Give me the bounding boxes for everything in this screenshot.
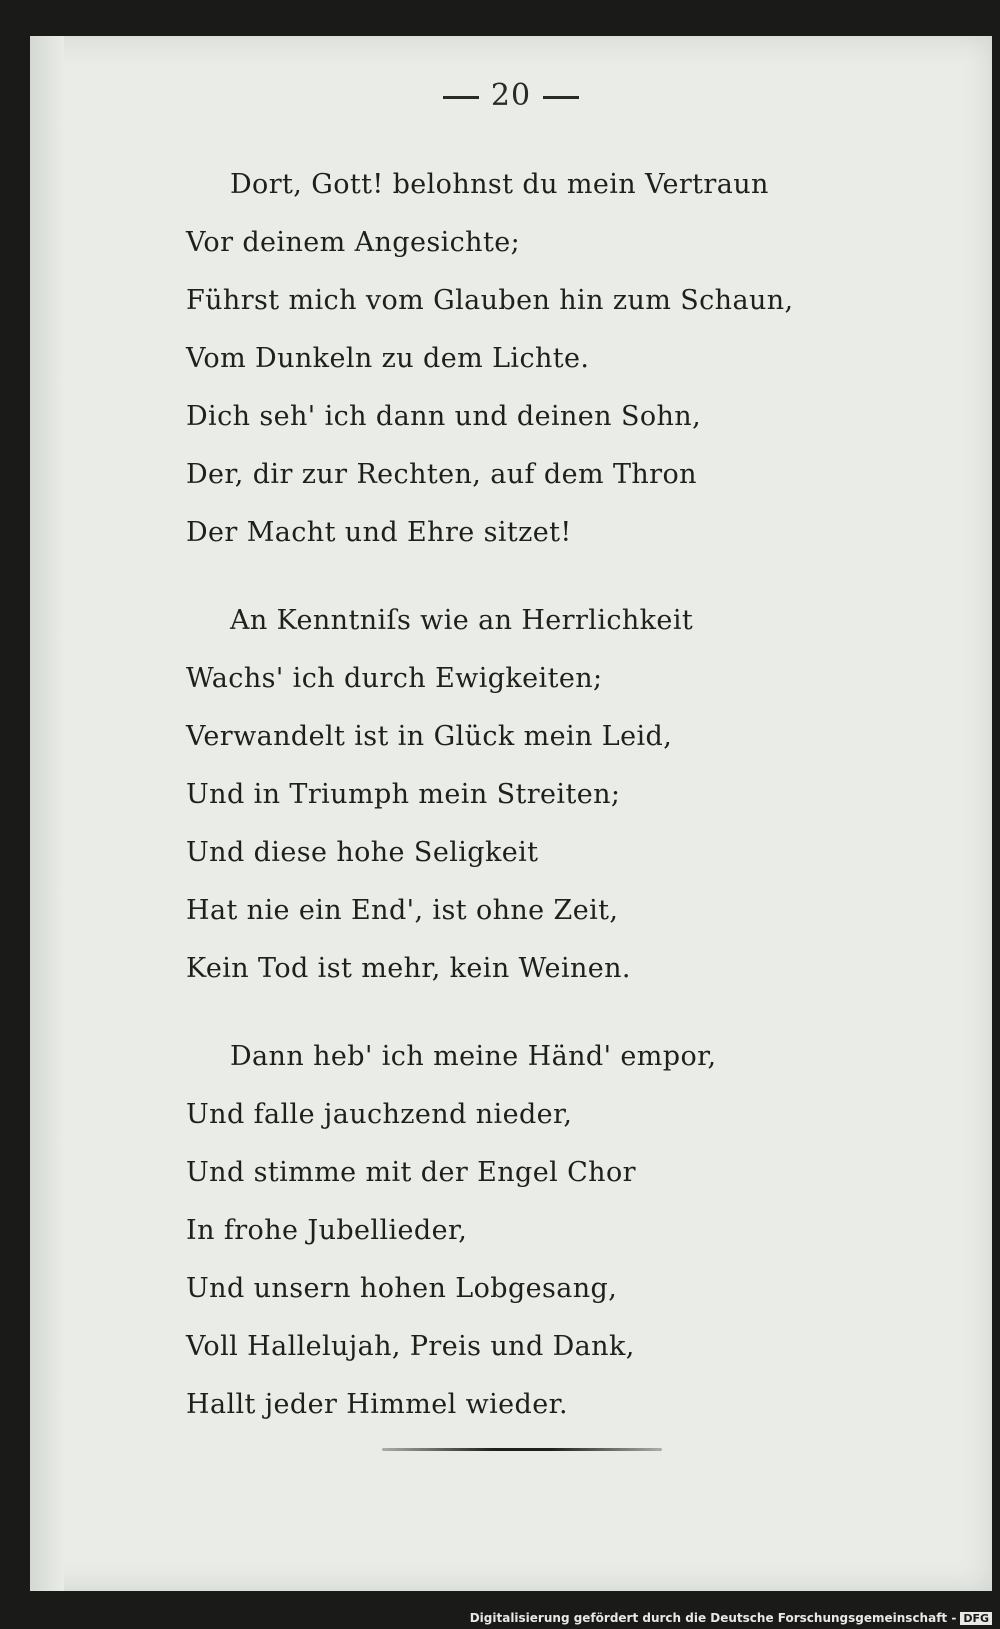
stanza-line: Hat nie ein End', ist ohne Zeit, (186, 895, 619, 926)
stanza-2 (186, 592, 693, 998)
stanza-line: Der, dir zur Rechten, auf dem Thron (186, 459, 697, 490)
stanza-line: Und stimme mit der Engel Chor (186, 1157, 636, 1188)
stanza-line: Vom Dunkeln zu dem Lichte. (186, 343, 590, 374)
digitization-credit (470, 1611, 992, 1625)
stanza-line: Und in Triumph mein Streiten; (186, 779, 621, 810)
stanza-1 (186, 156, 794, 562)
stanza-line: Und diese hohe Seligkeit (186, 837, 539, 868)
closing-ornament-rule (382, 1448, 662, 1451)
stanza-line: Und falle jauchzend nieder, (186, 1099, 573, 1130)
dfg-logo: DFG (960, 1612, 992, 1625)
stanza-line: Hallt jeder Himmel wieder. (186, 1389, 568, 1420)
page-number-text: 20 (490, 78, 532, 113)
stanza-line: Kein Tod ist mehr, kein Weinen. (186, 953, 631, 984)
stanza-line: Führst mich vom Glauben hin zum Schaun, (186, 285, 794, 316)
page-number-right-dash (543, 96, 579, 99)
stanza-line: Verwandelt ist in Glück mein Leid, (186, 721, 673, 752)
page-number-left-dash (443, 96, 479, 99)
stanza-line: An Kenntniſs wie an Herrlichkeit (230, 605, 694, 636)
stanza-3 (186, 1028, 716, 1434)
stanza-line: In frohe Jubellieder, (186, 1215, 468, 1246)
stanza-line: Wachs' ich durch Ewigkeiten; (186, 663, 603, 694)
credit-text: Digitalisierung gefördert durch die Deutsche Forschungsgemeinschaft - (469, 1611, 957, 1625)
page-number (30, 78, 992, 113)
book-page (30, 36, 992, 1591)
stanza-line: Dann heb' ich meine Händ' empor, (230, 1041, 717, 1072)
stanza-line: Der Macht und Ehre sitzet! (186, 517, 572, 548)
page-spine-shadow (30, 36, 64, 1591)
stanza-line: Voll Hallelujah, Preis und Dank, (186, 1331, 635, 1362)
stanza-line: Vor deinem Angesichte; (186, 227, 521, 258)
stanza-line: Dich seh' ich dann und deinen Sohn, (186, 401, 702, 432)
stanza-line: Und unsern hohen Lobgesang, (186, 1273, 618, 1304)
stanza-line: Dort, Gott! belohnst du mein Vertraun (230, 169, 769, 200)
